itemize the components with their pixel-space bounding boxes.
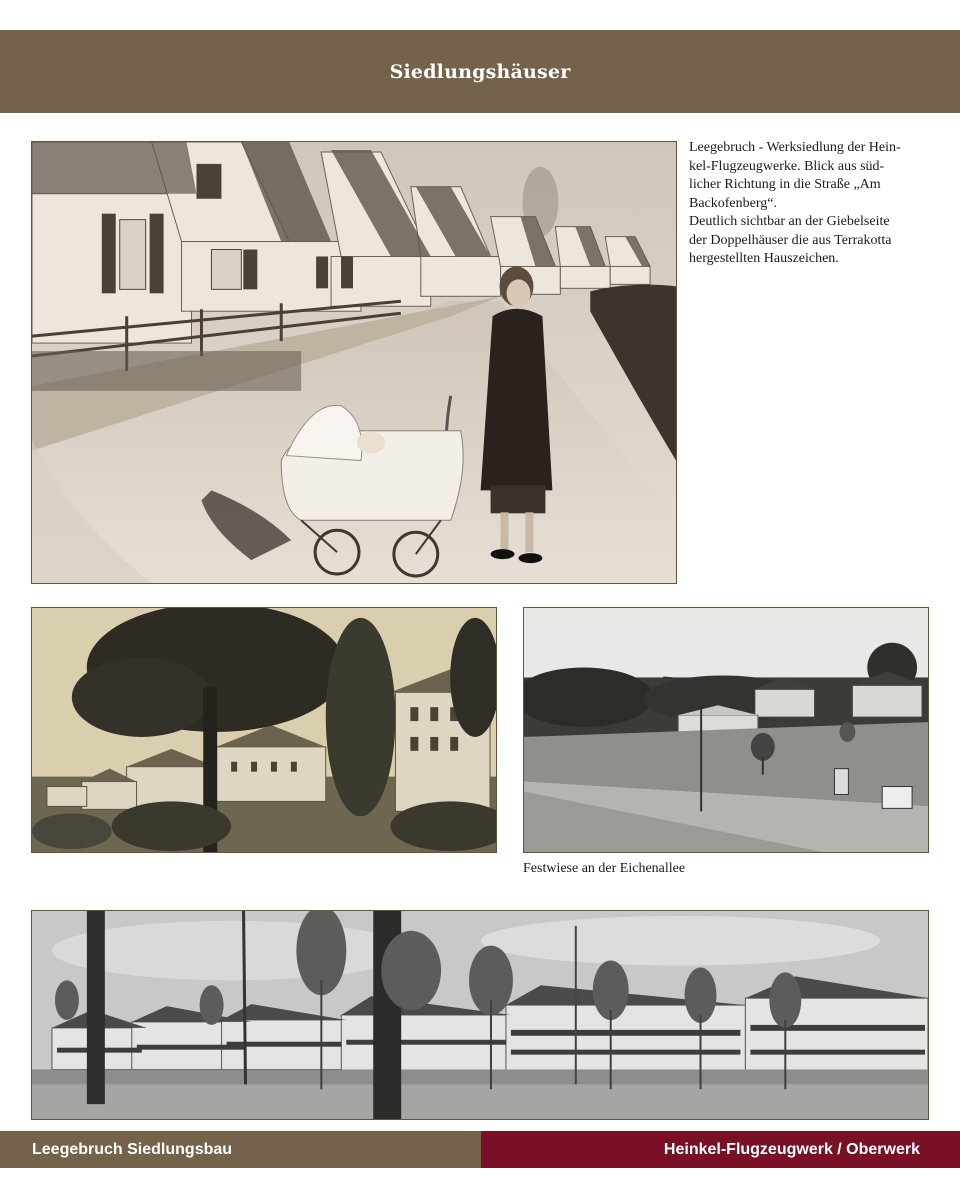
footer-left-label: Leegebruch Siedlungsbau <box>32 1140 233 1158</box>
photo-panorama-rowhouses <box>31 910 929 1120</box>
page-header <box>0 30 960 113</box>
caption-festwiese: Festwiese an der Eichenallee <box>523 861 686 876</box>
caption-main-photo <box>689 139 949 269</box>
caption-line: kel-Flugzeugwerke. Blick aus süd- <box>689 158 885 174</box>
footer-right-band <box>481 1131 960 1168</box>
caption-line: licher Richtung in die Straße „Am <box>689 177 881 192</box>
caption-line: Backofenberg“. <box>689 195 777 211</box>
caption-line: hergestellten Hauszeichen. <box>689 251 839 266</box>
footer-right-label: Heinkel-Flugzeugwerk / Oberwerk <box>663 1140 920 1158</box>
photo-houses-trees <box>31 607 497 853</box>
caption-line: Leegebruch - Werksiedlung der Hein- <box>689 140 901 155</box>
caption-line: der Doppelhäuser die aus Terrakotta <box>689 232 892 248</box>
footer-left-band <box>0 1131 481 1168</box>
page-title: Siedlungshäuser <box>389 60 571 83</box>
photo-festwiese <box>523 607 929 853</box>
photo-street-pram <box>31 141 677 584</box>
caption-line: Deutlich sichtbar an der Giebelseite <box>689 214 890 229</box>
